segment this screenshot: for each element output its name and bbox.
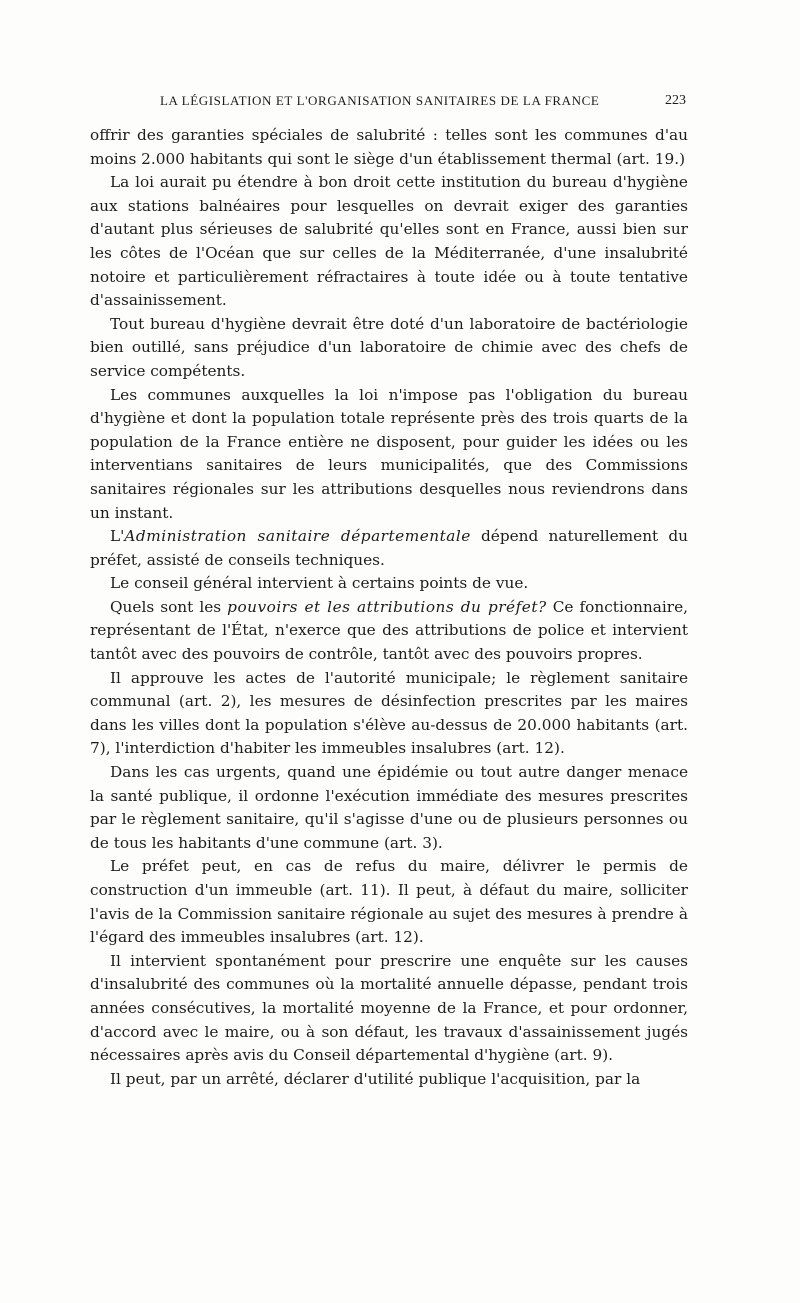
- paragraph: [90, 124, 688, 171]
- text-run: offrir des garanties spéciales de salubrité : telles sont les communes d'au moins 2.000 habitants qui sont le siège d'un établissement thermal (art. 19.): [90, 126, 688, 168]
- italic-phrase: pouvoirs et les attributions du préfet?: [227, 597, 547, 616]
- text-run: Tout bureau d'hygiène devrait être doté d'un laboratoire de bactériologie bien outillé, sans préjudice d'un laboratoire de chimie avec des chefs de service compétents.: [90, 314, 688, 380]
- paragraph: [90, 596, 688, 667]
- running-title: LA LÉGISLATION ET L'ORGANISATION SANITAIRES DE LA FRANCE: [160, 93, 600, 108]
- italic-phrase: Administration sanitaire départementale: [124, 527, 471, 546]
- paragraph: [90, 950, 688, 1068]
- paragraph: [90, 171, 688, 313]
- text-run: Quels sont les: [110, 597, 228, 616]
- text-run: dépend naturellement du préfet, assisté de conseils techniques.: [90, 527, 688, 569]
- text-run: La loi aurait pu étendre à bon droit cette institution du bureau d'hygiène aux stations balnéaires pour lesquelles on devrait exiger des garanties d'autant plus sérieuses de salubrité qu'elles sont en France, aussi bien sur les côtes de l'Océan que sur celles de la Méditerranée, d'une insalubrité notoire et particulièrement réfractaires à toute idée ou à toute tentative d'assainissement.: [90, 173, 688, 310]
- text-run: Il peut, par un arrêté, déclarer d'utilité publique l'acquisition, par la: [110, 1069, 641, 1088]
- paragraph: [90, 1068, 688, 1092]
- paragraph: [90, 667, 688, 761]
- text-run: Il approuve les actes de l'autorité municipale; le règlement sanitaire communal (art. 2), les mesures de désinfection prescrites par les maires dans les villes dont la population s'élève au-dessus de 20.000 habitants (art. 7), l'interdiction d'habiter les immeubles insalubres (art. 12).: [90, 668, 688, 758]
- page-number: 223: [665, 93, 686, 108]
- paragraph: [90, 855, 688, 949]
- text-run: L': [110, 527, 125, 546]
- text-run: Les communes auxquelles la loi n'impose pas l'obligation du bureau d'hygiène et dont la population totale représente près des trois quarts de la population de la France entière ne disposent, pour guider les idées ou les interventians sanitaires de leurs municipalités, que des Commissions sanitaires régionales sur les attributions desquelles nous reviendrons dans un instant.: [90, 385, 688, 522]
- text-run: Le préfet peut, en cas de refus du maire, délivrer le permis de construction d'un immeuble (art. 11). Il peut, à défaut du maire, solliciter l'avis de la Commission sanitaire régionale au sujet des mesures à prendre à l'égard des immeubles insalubres (art. 12).: [90, 857, 688, 947]
- text-run: Ce fonctionnaire, représentant de l'État, n'exerce que des attributions de police et intervient tantôt avec des pouvoirs de contrôle, tantôt avec des pouvoirs propres.: [90, 597, 688, 664]
- paragraph: [90, 572, 688, 596]
- text-run: Le conseil général intervient à certains points de vue.: [110, 574, 529, 593]
- text-run: Il intervient spontanément pour prescrire une enquête sur les causes d'insalubrité des communes où la mortalité annuelle dépasse, pendant trois années consécutives, la mortalité moyenne de la France, et pour ordonner, d'accord avec le maire, ou à son défaut, les travaux d'assainissement jugés nécessaires après avis du Conseil départemental d'hygiène (art. 9).: [90, 951, 688, 1065]
- page-body: [90, 124, 688, 1091]
- paragraph: [90, 525, 688, 572]
- paragraph: [90, 384, 688, 526]
- paragraph: [90, 313, 688, 384]
- text-run: Dans les cas urgents, quand une épidémie ou tout autre danger menace la santé publique, il ordonne l'exécution immédiate des mesures prescrites par le règlement sanitaire, qu'il s'agisse d'une ou de plusieurs personnes ou de tous les habitants d'une commune (art. 3).: [90, 763, 688, 852]
- paragraph: [90, 761, 688, 855]
- page-header: [90, 93, 690, 113]
